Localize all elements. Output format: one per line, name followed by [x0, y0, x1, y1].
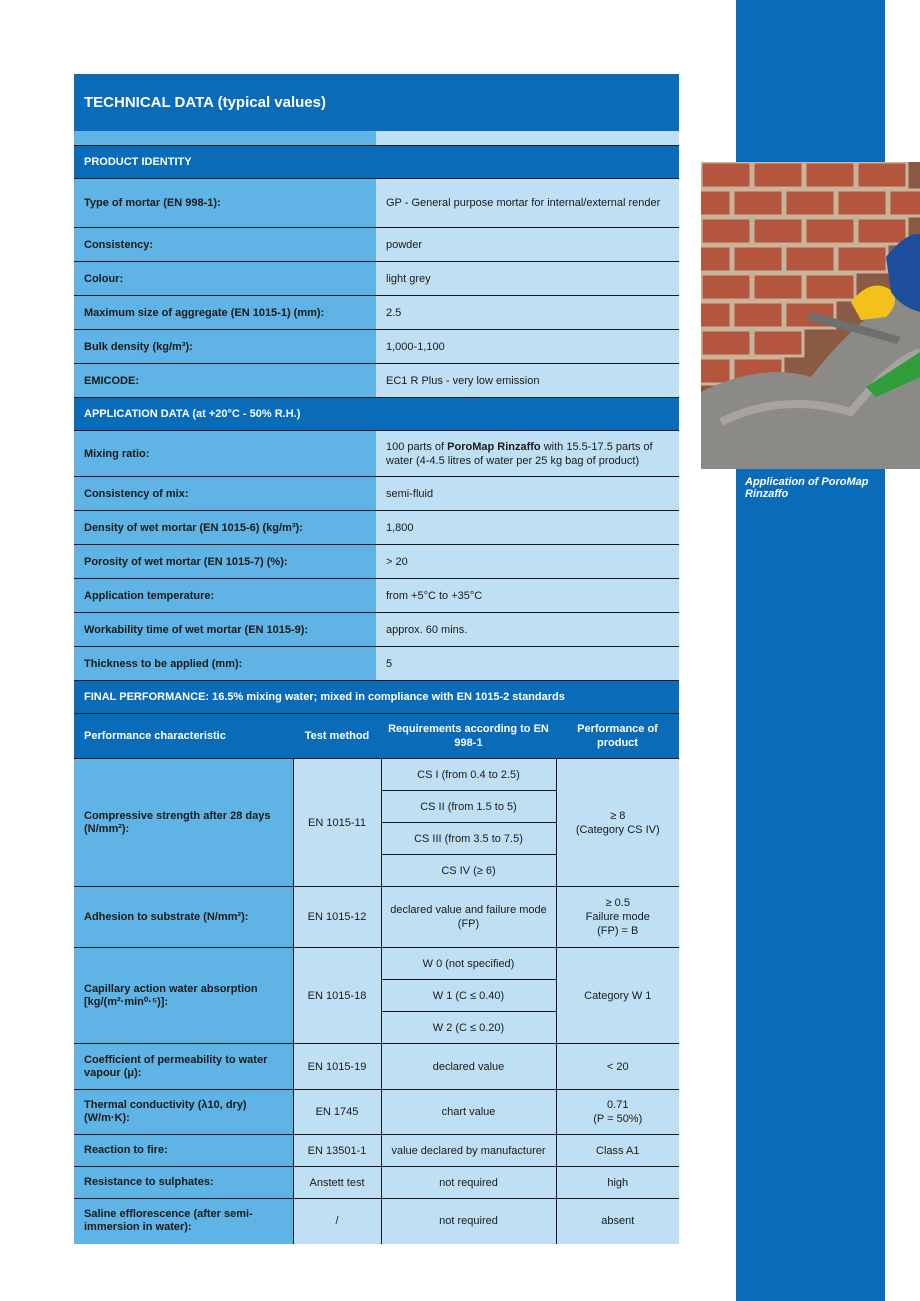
technical-data-sheet [74, 74, 679, 1244]
performance-note: Failure mode [585, 911, 650, 923]
photo-caption: Application of PoroMap Rinzaffo [745, 476, 869, 500]
table-row [74, 578, 679, 612]
requirement-cell: W 2 (C ≤ 0.20) [381, 1012, 556, 1044]
row-value: 1,800 [376, 511, 679, 544]
col-header: Requirements according to EN 998-1 [381, 714, 556, 759]
table-row [74, 612, 679, 646]
page-title: TECHNICAL DATA (typical values) [74, 74, 679, 131]
table-row [74, 476, 679, 510]
characteristic-unit: [kg/(m²·min⁰·⁵)]: [84, 995, 169, 1008]
table-row [74, 1135, 679, 1167]
characteristic-cell: Compressive strength after 28 days (N/mm²): [74, 759, 293, 887]
mixing-text-post: with 15.5-17.5 parts of water (4-4.5 litres of water per 25 kg bag of product) [386, 440, 653, 467]
performance-value: ≥ 0.5 [605, 897, 630, 909]
performance-note: (FP) = B [597, 925, 639, 937]
table-row [74, 363, 679, 397]
row-label: Mixing ratio: [74, 431, 376, 476]
performance-cell: high [556, 1167, 679, 1199]
row-value: 1,000-1,100 [376, 330, 679, 363]
performance-cell [556, 759, 679, 887]
table-row [74, 544, 679, 578]
characteristic-cell: Adhesion to substrate (N/mm²): [74, 887, 293, 948]
characteristic-cell: Resistance to sulphates: [74, 1167, 293, 1199]
row-label: Application temperature: [74, 579, 376, 612]
row-value: EC1 R Plus - very low emission [376, 364, 679, 397]
col-header: Test method [293, 714, 381, 759]
requirement-cell: declared value [381, 1044, 556, 1090]
method-cell: EN 1015-12 [293, 887, 381, 948]
row-value: 5 [376, 647, 679, 680]
performance-cell [556, 887, 679, 948]
table-row [74, 261, 679, 295]
row-value: 2.5 [376, 296, 679, 329]
characteristic-cell: Reaction to fire: [74, 1135, 293, 1167]
characteristic-cell [74, 948, 293, 1044]
section-final-performance: FINAL PERFORMANCE: 16.5% mixing water; mixed in compliance with EN 1015-2 standards [74, 680, 679, 713]
row-label: Porosity of wet mortar (EN 1015-7) (%): [74, 545, 376, 578]
brick-wall-image [701, 162, 920, 469]
col-header: Performance characteristic [74, 714, 293, 759]
row-value: from +5°C to +35°C [376, 579, 679, 612]
row-label: Density of wet mortar (EN 1015-6) (kg/m³): [74, 511, 376, 544]
row-label: Colour: [74, 262, 376, 295]
table-row [74, 430, 679, 476]
requirement-cell: declared value and failure mode (FP) [381, 887, 556, 948]
section-product-identity: PRODUCT IDENTITY [74, 145, 679, 178]
row-value: > 20 [376, 545, 679, 578]
row-value: powder [376, 228, 679, 261]
mixing-text-pre: 100 parts of [386, 440, 448, 453]
row-label: Thickness to be applied (mm): [74, 647, 376, 680]
performance-table [74, 713, 679, 1244]
characteristic-cell: Thermal conductivity (λ10, dry) (W/m·K): [74, 1090, 293, 1135]
requirement-cell: CS III (from 3.5 to 7.5) [381, 823, 556, 855]
section-application-data: APPLICATION DATA (at +20°C - 50% R.H.) [74, 397, 679, 430]
row-value: GP - General purpose mortar for internal/external render [376, 179, 679, 227]
table-row [74, 1044, 679, 1090]
performance-value: 0.71 [607, 1099, 629, 1111]
performance-note: (P = 50%) [593, 1113, 643, 1125]
characteristic-cell: Saline efflorescence (after semi-immersion in water): [74, 1199, 293, 1244]
row-value: semi-fluid [376, 477, 679, 510]
requirement-cell: not required [381, 1167, 556, 1199]
requirement-cell: W 0 (not specified) [381, 948, 556, 980]
application-photo [701, 162, 920, 469]
method-cell: Anstett test [293, 1167, 381, 1199]
method-cell: EN 13501-1 [293, 1135, 381, 1167]
characteristic-cell: Coefficient of permeability to water vapour (μ): [74, 1044, 293, 1090]
table-row [74, 227, 679, 261]
table-row [74, 759, 679, 791]
method-cell: EN 1015-19 [293, 1044, 381, 1090]
table-row [74, 887, 679, 948]
product-name: PoroMap Rinzaffo [447, 440, 541, 453]
row-value [376, 431, 679, 476]
row-label: Maximum size of aggregate (EN 1015-1) (mm): [74, 296, 376, 329]
requirement-cell: value declared by manufacturer [381, 1135, 556, 1167]
table-row [74, 646, 679, 680]
performance-value: ≥ 8 [610, 809, 626, 822]
table-row [74, 1167, 679, 1199]
table-header-row [74, 714, 679, 759]
table-row [74, 1199, 679, 1244]
method-cell: / [293, 1199, 381, 1244]
method-cell: EN 1745 [293, 1090, 381, 1135]
performance-note: (Category CS IV) [575, 823, 660, 836]
row-label: Consistency: [74, 228, 376, 261]
requirement-cell: CS II (from 1.5 to 5) [381, 791, 556, 823]
requirement-cell: chart value [381, 1090, 556, 1135]
row-value: approx. 60 mins. [376, 613, 679, 646]
row-label: Consistency of mix: [74, 477, 376, 510]
table-row [74, 510, 679, 544]
row-value: light grey [376, 262, 679, 295]
row-label: Type of mortar (EN 998-1): [74, 179, 376, 227]
characteristic-name: Capillary action water absorption [84, 982, 258, 995]
table-row [74, 1090, 679, 1135]
requirement-cell: CS I (from 0.4 to 2.5) [381, 759, 556, 791]
requirement-cell: CS IV (≥ 6) [381, 855, 556, 887]
method-cell: EN 1015-18 [293, 948, 381, 1044]
performance-cell: < 20 [556, 1044, 679, 1090]
method-cell: EN 1015-11 [293, 759, 381, 887]
performance-cell: Category W 1 [556, 948, 679, 1044]
table-row [74, 295, 679, 329]
title-spacer [74, 131, 679, 145]
performance-cell: absent [556, 1199, 679, 1244]
table-row [74, 948, 679, 980]
row-label: Bulk density (kg/m³): [74, 330, 376, 363]
table-row [74, 178, 679, 227]
requirement-cell: W 1 (C ≤ 0.40) [381, 980, 556, 1012]
row-label: EMICODE: [74, 364, 376, 397]
table-row [74, 329, 679, 363]
performance-cell [556, 1090, 679, 1135]
requirement-cell: not required [381, 1199, 556, 1244]
row-label: Workability time of wet mortar (EN 1015-9): [74, 613, 376, 646]
performance-cell: Class A1 [556, 1135, 679, 1167]
col-header: Performance of product [556, 714, 679, 759]
